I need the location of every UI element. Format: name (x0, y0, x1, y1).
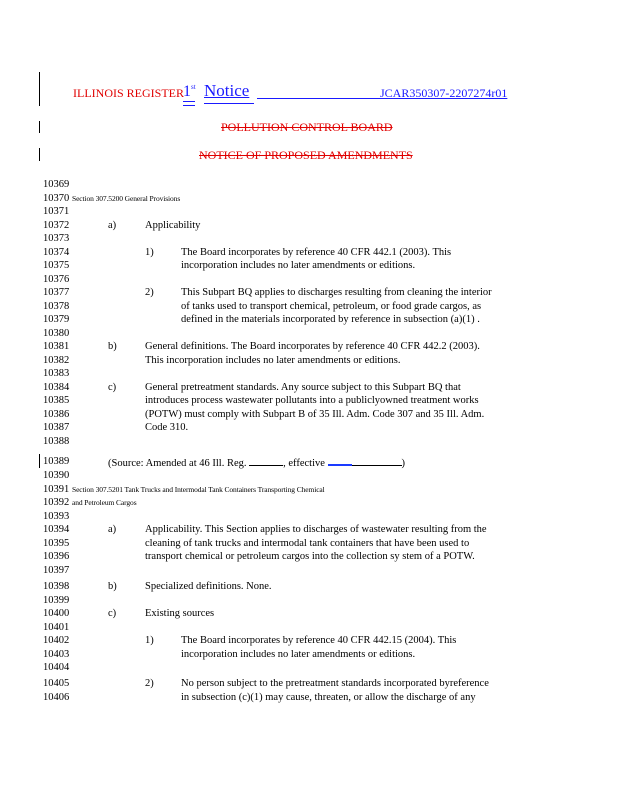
subsection-text: Code 310. (145, 422, 189, 433)
change-bar (39, 121, 40, 133)
line-number: 10388 (43, 435, 70, 447)
subsection-text: in subsection (c)(1) may cause, threaten, or allow the discharge of any (181, 691, 476, 703)
line-number: 10370 (43, 192, 70, 204)
notice-label: Notice (204, 81, 250, 100)
line-number: 10379 (43, 314, 70, 325)
line-number: 10380 (43, 327, 70, 339)
line-number: 10397 (43, 564, 70, 576)
notice-underline (204, 103, 254, 104)
subsection-text: Existing sources (145, 608, 215, 619)
line-number: 10398 (43, 581, 70, 592)
subsection-label: b) (108, 581, 117, 592)
subsection-text: General definitions. The Board incorporates by reference 40 CFR 442.2 (2003). (145, 341, 480, 352)
subsection-label: 2) (145, 287, 154, 298)
line-number: 10395 (43, 537, 70, 549)
source-note-end: ) (401, 458, 406, 469)
source-note-start: (Source: Amended at 46 Ill. Reg. (108, 458, 250, 469)
subsection-text: cleaning of tank trucks and intermodal tank containers that have been used to (145, 537, 470, 549)
line-number: 10372 (43, 219, 70, 231)
subsection-text: The Board incorporates by reference 40 CFR 442.1 (2003). This (181, 246, 452, 258)
line-number: 10401 (43, 621, 70, 633)
line-number: 10392 (43, 497, 70, 508)
subsection-text: transport chemical or petroleum cargos into the collection sy stem of a POTW. (145, 551, 475, 562)
subsection-text: This Subpart BQ applies to discharges resulting from cleaning the interior (181, 287, 492, 298)
subsection-label: b) (108, 341, 117, 352)
subsection-text: The Board incorporates by reference 40 CFR 442.15 (2004). This (181, 635, 457, 646)
line-number: 10394 (43, 524, 70, 535)
line-number: 10384 (43, 381, 70, 393)
line-number: 10375 (43, 260, 70, 271)
line-number: 10374 (43, 246, 70, 258)
subsection-label: a) (108, 219, 117, 231)
change-bar (39, 148, 40, 161)
subsection-text: This incorporation includes no later amendments or editions. (145, 354, 401, 366)
line-number: 10387 (43, 422, 70, 433)
change-bar (39, 454, 40, 468)
line-number: 10382 (43, 354, 70, 366)
line-number: 10406 (43, 691, 70, 703)
subsection-text: defined in the materials incorporated by reference in subsection (a)(1) . (181, 314, 480, 325)
date-blank (352, 455, 402, 466)
page-number-underline (183, 101, 195, 106)
source-note (108, 455, 405, 471)
subsection-text: Applicability (145, 219, 201, 231)
subsection-text: (POTW) must comply with Subpart B of 35 Ill. Adm. Code 307 and 35 Ill. Adm. (145, 408, 485, 420)
subsection-text: No person subject to the pretreatment standards incorporated byreference (181, 678, 489, 689)
change-bar (39, 72, 40, 106)
line-number: 10385 (43, 395, 70, 406)
subsection-text: incorporation includes no later amendments or editions. (181, 260, 416, 271)
line-number: 10373 (43, 233, 70, 244)
line-number: 10383 (43, 368, 70, 379)
notice-heading: NOTICE OF PROPOSED AMENDMENTS (199, 148, 413, 162)
line-number: 10381 (43, 341, 70, 352)
section-heading-continued: and Petroleum Cargos (72, 498, 137, 507)
page-number (183, 83, 196, 101)
line-number: 10404 (43, 662, 70, 673)
line-number: 10403 (43, 648, 70, 660)
line-number: 10386 (43, 408, 70, 420)
subsection-text: Applicability. This Section applies to discharges of wastewater resulting from the (145, 524, 487, 535)
jcar-code: JCAR350307-2207274r01 (380, 86, 508, 100)
line-number: 10390 (43, 470, 70, 481)
line-number: 10391 (43, 483, 70, 495)
line-number: 10377 (43, 287, 70, 298)
line-number: 10376 (43, 273, 70, 285)
subsection-text: introduces process wastewater pollutants into a publiclyowned treatment works (145, 395, 479, 406)
subsection-label: c) (108, 381, 117, 393)
line-number: 10378 (43, 300, 70, 312)
volume-blank (249, 455, 283, 466)
subsection-text: of tanks used to transport chemical, petroleum, or food grade cargos, as (181, 300, 482, 312)
line-number: 10405 (43, 678, 70, 689)
line-number: 10393 (43, 510, 70, 522)
date-blank-inserted (328, 456, 352, 466)
line-number: 10399 (43, 594, 70, 606)
subsection-text: incorporation includes no later amendments or editions. (181, 648, 416, 660)
subsection-text: Specialized definitions. None. (145, 581, 272, 592)
subsection-label: a) (108, 524, 117, 535)
line-number: 10396 (43, 551, 70, 562)
source-note-middle: , effective (283, 458, 328, 469)
subsection-label: c) (108, 608, 117, 619)
subsection-label: 1) (145, 246, 154, 258)
line-number: 10369 (43, 179, 70, 190)
section-heading: Section 307.5201 Tank Trucks and Intermodal Tank Containers Transporting Chemical (72, 484, 325, 494)
section-heading: Section 307.5200 General Provisions (72, 193, 181, 203)
line-number: 10402 (43, 635, 70, 646)
line-number: 10389 (43, 456, 70, 467)
subsection-label: 1) (145, 635, 154, 646)
line-number: 10400 (43, 608, 70, 619)
subsection-label: 2) (145, 678, 154, 689)
page-number-suffix: st (191, 83, 196, 91)
register-title: ILLINOIS REGISTER (73, 86, 184, 100)
agency-title: POLLUTION CONTROL BOARD (221, 120, 393, 134)
line-number: 10371 (43, 206, 70, 217)
page-number-value: 1 (183, 83, 191, 100)
subsection-text: General pretreatment standards. Any source subject to this Subpart BQ that (145, 381, 461, 393)
